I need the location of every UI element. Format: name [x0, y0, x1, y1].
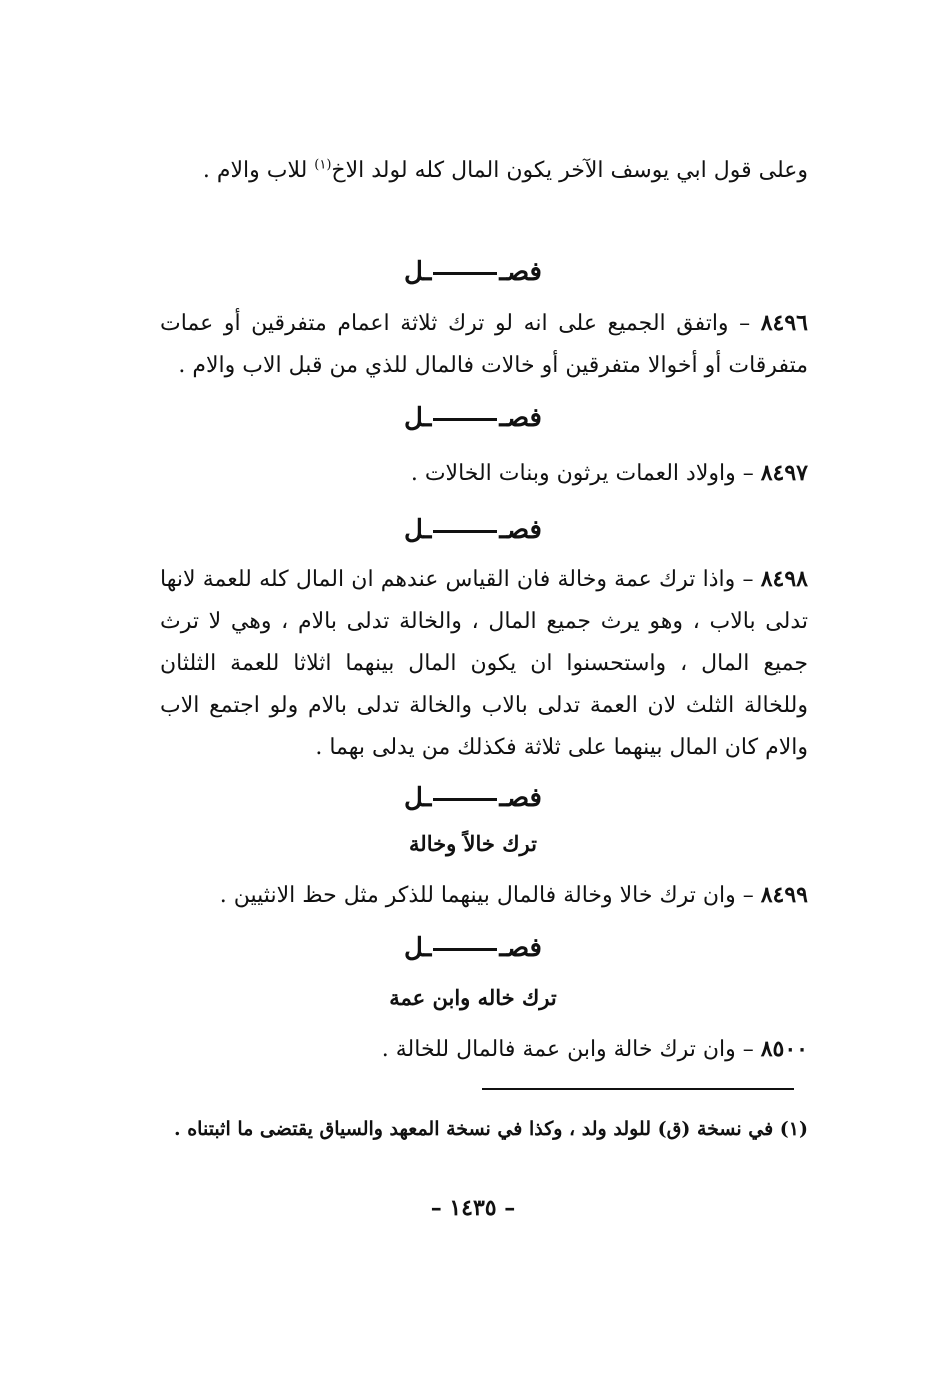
- heading-stretch-line: [433, 948, 497, 951]
- section-heading-1: فصــل: [404, 257, 542, 287]
- paragraph-number: ٨٥٠٠: [760, 1036, 808, 1062]
- heading-stretch-line: [433, 272, 497, 275]
- heading-stretch-line: [433, 530, 497, 533]
- paragraph-8496: [160, 302, 808, 387]
- paragraph-8500: [160, 1028, 808, 1071]
- intro-paragraph: [160, 150, 808, 192]
- section-subheading-4: ترك خالاً وخالة: [409, 831, 537, 856]
- footnote: (١) في نسخة (ق) للولد ولد ، وكذا في نسخة المعهد والسياق يقتضى ما اثبتناه .: [173, 1118, 808, 1140]
- paragraph-text: – وان ترك خالا وخالة فالمال بينهما للذكر مثل حظ الانثيين .: [219, 883, 761, 908]
- section-heading-5: فصــل: [404, 933, 542, 963]
- section-heading-3: فصــل: [404, 515, 542, 545]
- section-heading-4: فصــل: [404, 783, 542, 813]
- footnote-marker: (١): [314, 157, 332, 173]
- paragraph-number: ٨٤٩٨: [760, 566, 808, 592]
- heading-stretch-line: [433, 418, 497, 421]
- paragraph-text: – واولاد العمات يرثون وبنات الخالات .: [410, 461, 761, 486]
- intro-text-a: وعلى قول ابي يوسف الآخر يكون المال كله لولد الاخ: [331, 158, 808, 183]
- heading-stretch-line: [433, 798, 497, 801]
- paragraph-number: ٨٤٩٧: [760, 460, 808, 486]
- page-number: – ١٤٣٥ –: [430, 1195, 516, 1221]
- paragraph-number: ٨٤٩٩: [760, 882, 808, 908]
- paragraph-text: – واتفق الجميع على انه لو ترك ثلاثة اعمام متفرقين أو عمات متفرقات أو أخوالا متفرقين أو خالات فالمال للذي من قبل الاب والام .: [160, 311, 808, 378]
- paragraph-text: – واذا ترك عمة وخالة فان القياس عندهم ان المال كله للعمة لانها تدلى بالاب ، وهو يرث جميع المال ، والخالة تدلى بالام ، وهي لا ترث جميع المال ، واستحسنوا ان يكون المال بينهما اثلاثا للعمة الثلثان وللخالة الثلث لان العمة تدلى بالاب والخالة تدلى بالام ولو اجتمع الاب والام كان المال بينهما على ثلاثة فكذلك من يدلى بهما .: [160, 567, 808, 760]
- paragraph-8499: [160, 874, 808, 917]
- paragraph-8498: [160, 558, 808, 769]
- paragraph-number: ٨٤٩٦: [760, 310, 808, 336]
- intro-text-b: للاب والام .: [202, 158, 315, 183]
- paragraph-8497: [160, 452, 808, 495]
- footnote-separator: [482, 1088, 794, 1090]
- section-heading-2: فصــل: [404, 403, 542, 433]
- section-subheading-5: ترك خاله وابن عمة: [389, 985, 557, 1010]
- paragraph-text: – وان ترك خالة وابن عمة فالمال للخالة .: [381, 1037, 761, 1062]
